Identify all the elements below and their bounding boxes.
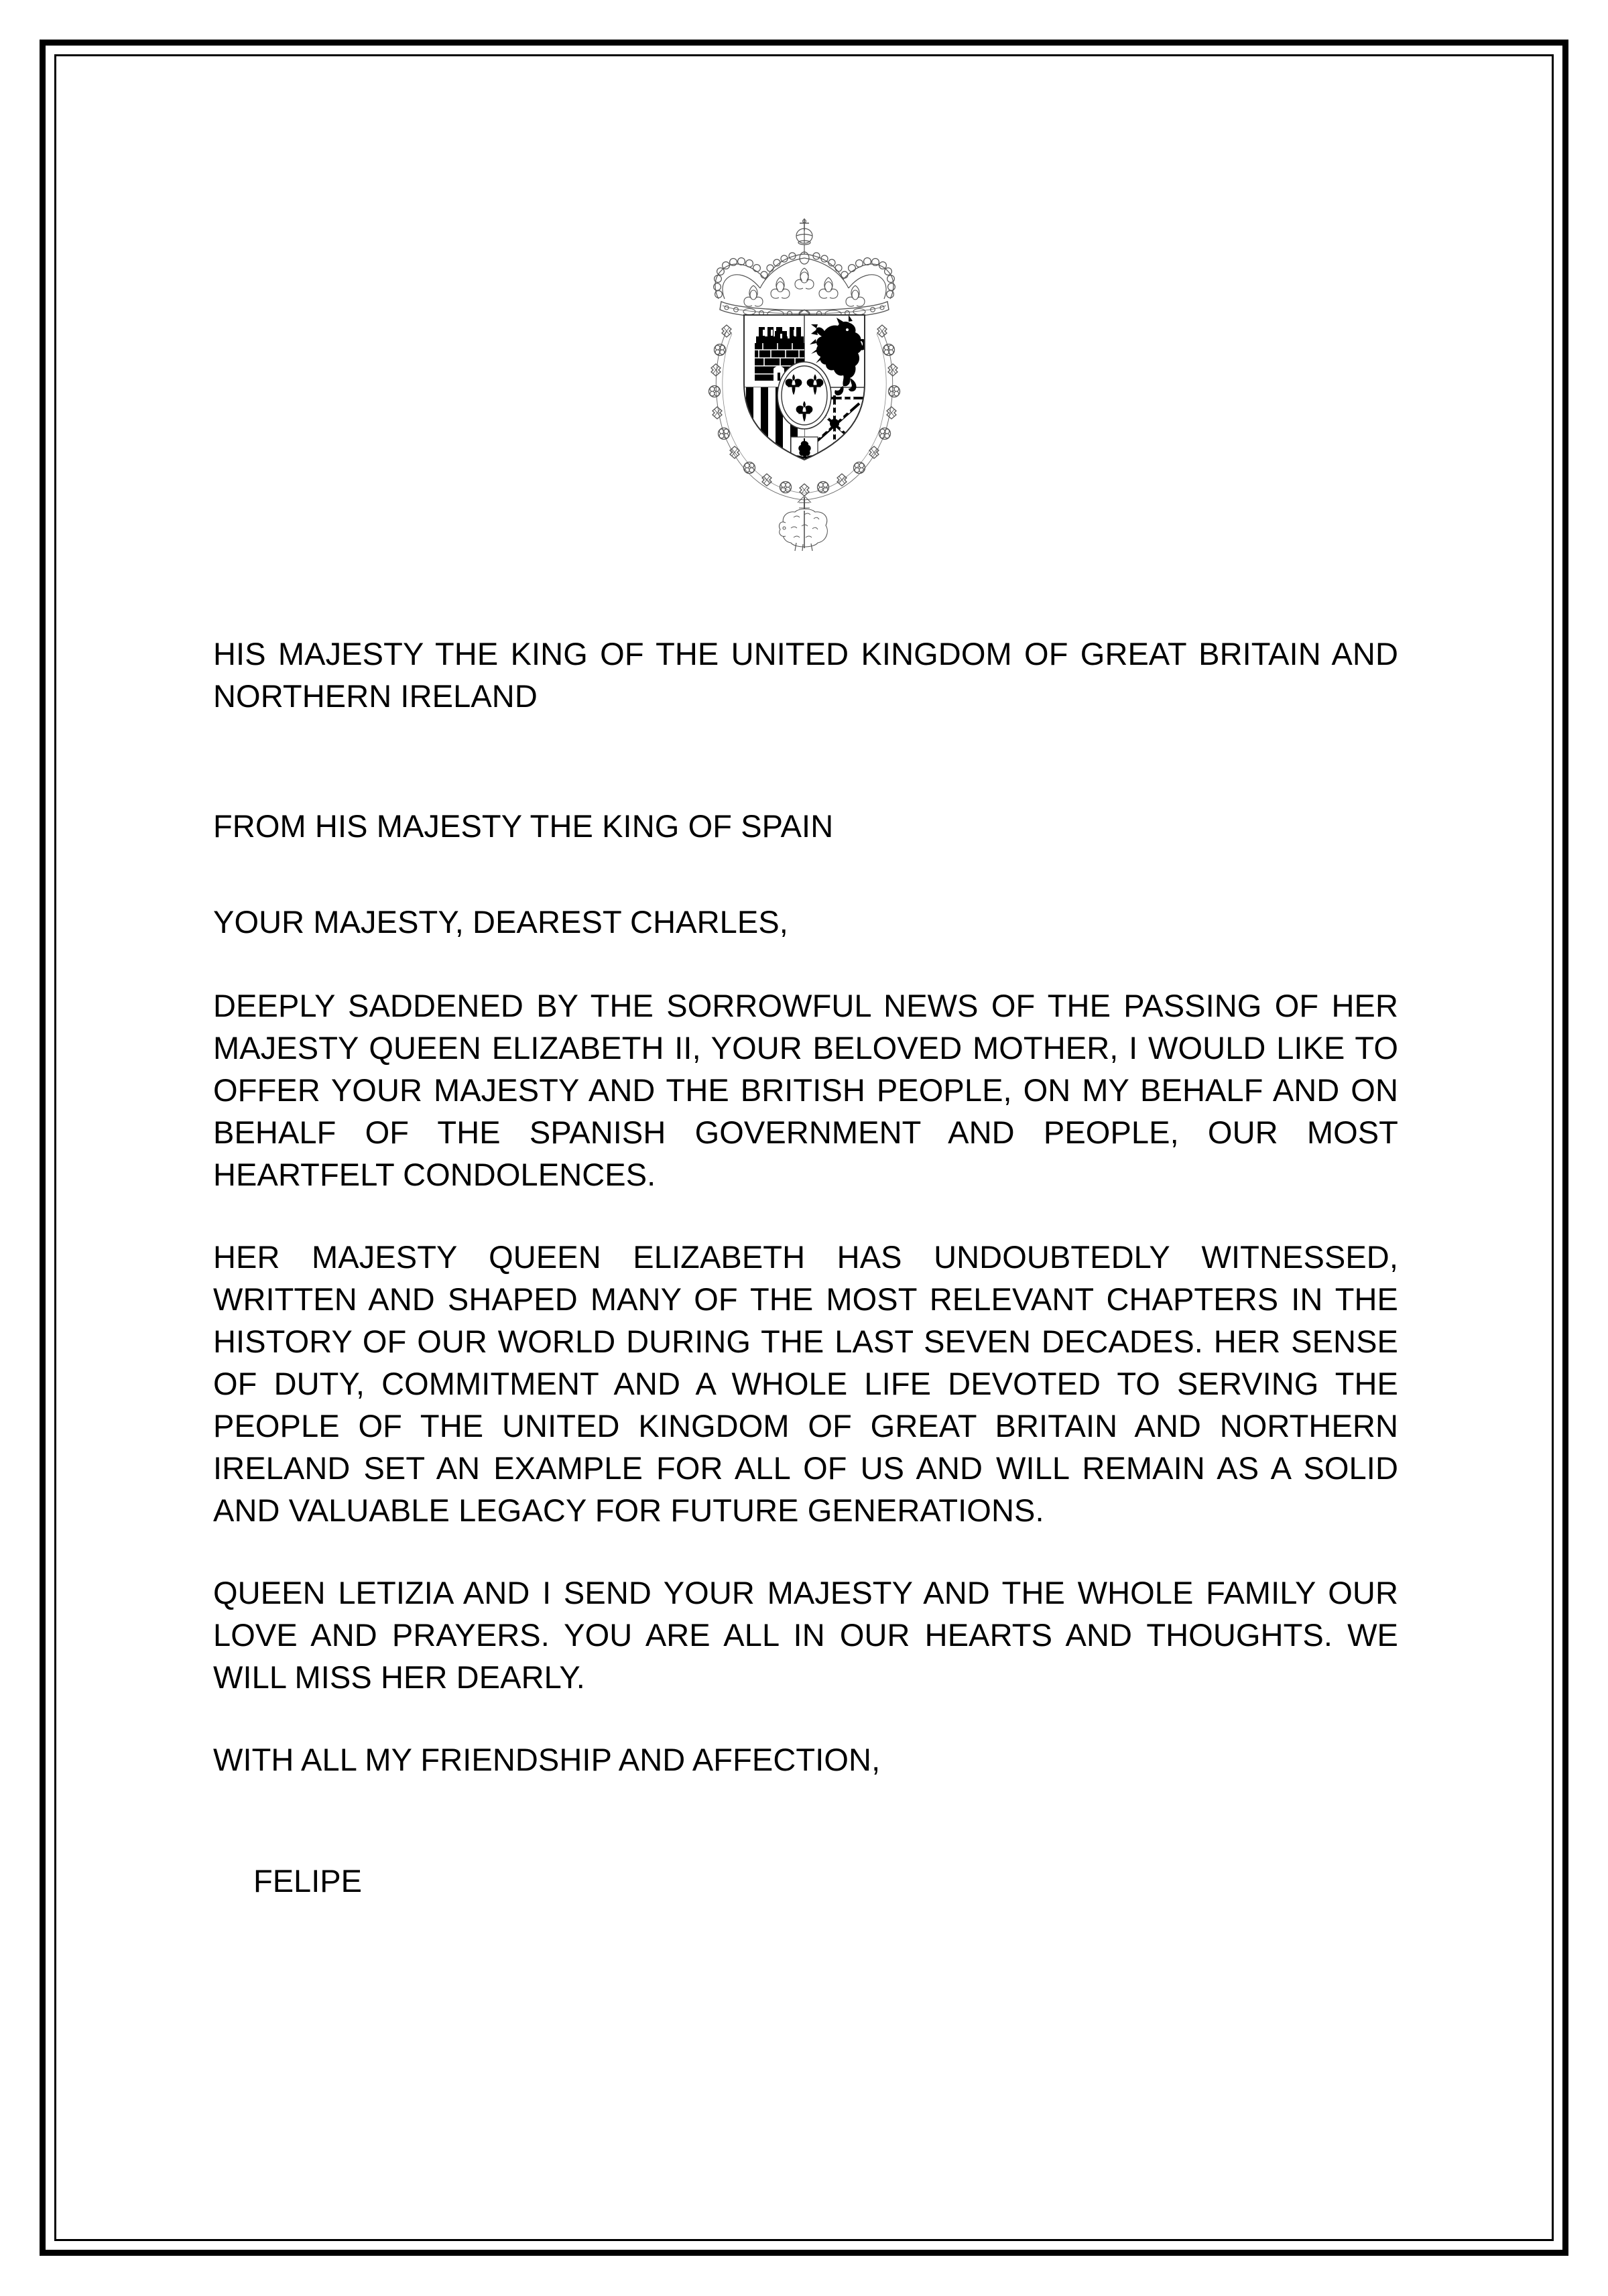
spacer (213, 1698, 1398, 1738)
bourbon-inescutcheon-icon (778, 362, 831, 429)
addressee-block: HIS MAJESTY THE KING OF THE UNITED KINGDOM OF GREAT BRITAIN AND NORTHERN IRELAND (213, 636, 1408, 714)
from-line: FROM HIS MAJESTY THE KING OF SPAIN (213, 808, 834, 844)
spacer (213, 1531, 1398, 1572)
paragraph-tribute: HER MAJESTY QUEEN ELIZABETH HAS UNDOUBTEDLY WITNESSED, WRITTEN AND SHAPED MANY OF THE MOST RELEVANT CHAPTERS IN THE HISTORY OF OUR WORLD DURING THE LAST SEVEN DECADES. HER SENSE OF DUTY, COMMITMENT AND A WHOLE LIFE DEVOTED TO SERVING THE PEOPLE OF THE UNITED KINGDOM OF GREAT BRITAIN AND NORTHERN IRELAND SET AN EXAMPLE FOR ALL OF US AND WILL REMAIN AS A SOLID AND VALUABLE LEGACY FOR FUTURE GENERATIONS. (213, 1239, 1408, 1528)
closing-line: WITH ALL MY FRIENDSHIP AND AFFECTION, (213, 1742, 881, 1777)
letterhead (0, 216, 1608, 559)
paragraph-condolences: DEEPLY SADDENED BY THE SORROWFUL NEWS OF THE PASSING OF HER MAJESTY QUEEN ELIZABETH II, YOUR BELOVED MOTHER, I WOULD LIKE TO OFFER YOUR MAJESTY AND THE BRITISH PEOPLE, ON MY BEHALF AND ON BEHALF OF THE SPANISH GOVERNMENT AND PEOPLE, OUR MOST HEARTFELT CONDOLENCES. (213, 988, 1408, 1192)
spanish-royal-coat-of-arms-icon (680, 216, 929, 559)
spacer (213, 717, 1398, 805)
spacer (213, 1196, 1398, 1236)
salutation: YOUR MAJESTY, DEAREST CHARLES, (213, 904, 788, 940)
royal-crown-icon (713, 218, 895, 319)
spacer (213, 847, 1398, 901)
letter-body (213, 633, 1408, 1902)
spacer (213, 1781, 1398, 1860)
spacer (213, 943, 1398, 984)
signature-name: FELIPE (253, 1863, 362, 1899)
paragraph-family-message: QUEEN LETIZIA AND I SEND YOUR MAJESTY AND THE WHOLE FAMILY OUR LOVE AND PRAYERS. YOU ARE ALL IN OUR HEARTS AND THOUGHTS. WE WILL MISS HER DEARLY. (213, 1575, 1408, 1695)
